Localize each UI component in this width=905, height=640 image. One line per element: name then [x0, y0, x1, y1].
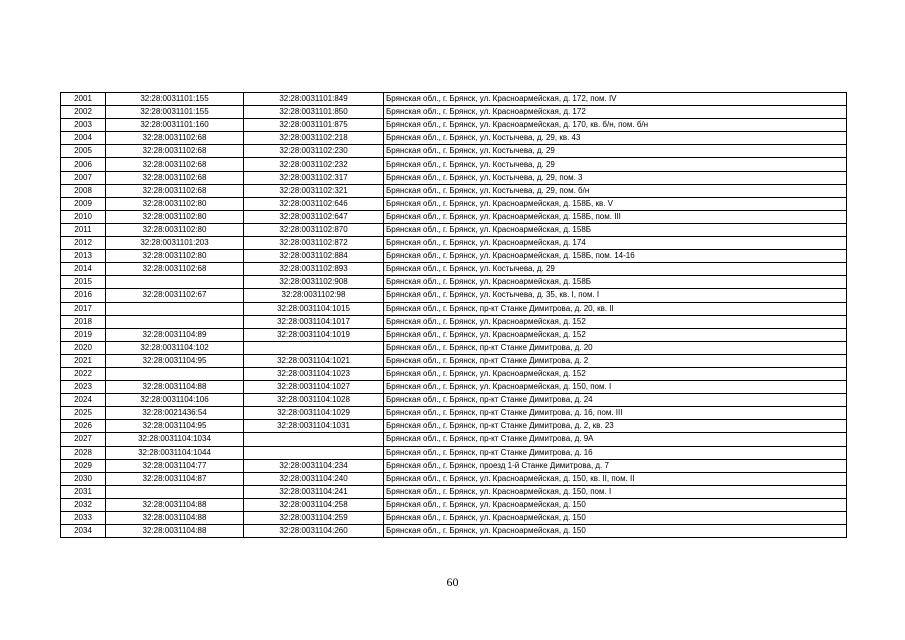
cadastral-number-cell: 32:28:0031104:1028: [244, 394, 384, 407]
parent-cadastral-cell: 32:28:0031104:95: [106, 420, 244, 433]
row-number-cell: 2015: [61, 276, 106, 289]
cadastral-number-cell: 32:28:0031104:259: [244, 512, 384, 525]
cadastral-number-cell: 32:28:0031102:893: [244, 263, 384, 276]
table-row: [61, 354, 847, 367]
table-row: [61, 498, 847, 511]
parent-cadastral-cell: 32:28:0031102:68: [106, 184, 244, 197]
cadastral-number-cell: 32:28:0031102:232: [244, 158, 384, 171]
cadastral-number-cell: 32:28:0031104:1023: [244, 367, 384, 380]
address-cell: Брянская обл., г. Брянск, ул. Красноармейская, д. 152: [384, 315, 847, 328]
parent-cadastral-cell: 32:28:0031101:203: [106, 237, 244, 250]
cadastral-number-cell: 32:28:0031104:1015: [244, 302, 384, 315]
address-cell: Брянская обл., г. Брянск, ул. Костычева, д. 35, кв. I, пом. I: [384, 289, 847, 302]
table-row: [61, 106, 847, 119]
address-cell: Брянская обл., г. Брянск, ул. Красноармейская, д. 152: [384, 367, 847, 380]
table-row: [61, 93, 847, 106]
row-number-cell: 2017: [61, 302, 106, 315]
address-cell: Брянская обл., г. Брянск, пр-кт Станке Димитрова, д. 16, пом. III: [384, 407, 847, 420]
parent-cadastral-cell: 32:28:0031104:1034: [106, 433, 244, 446]
parent-cadastral-cell: 32:28:0031102:80: [106, 197, 244, 210]
parent-cadastral-cell: 32:28:0031102:67: [106, 289, 244, 302]
parent-cadastral-cell: 32:28:0031104:77: [106, 459, 244, 472]
row-number-cell: 2030: [61, 472, 106, 485]
parent-cadastral-cell: 32:28:0031101:160: [106, 119, 244, 132]
registry-table: [60, 92, 847, 538]
parent-cadastral-cell: 32:28:0031101:155: [106, 106, 244, 119]
parent-cadastral-cell: 32:28:0031104:87: [106, 472, 244, 485]
parent-cadastral-cell: [106, 302, 244, 315]
table-row: [61, 381, 847, 394]
row-number-cell: 2024: [61, 394, 106, 407]
cadastral-number-cell: 32:28:0031104:1029: [244, 407, 384, 420]
row-number-cell: 2019: [61, 328, 106, 341]
row-number-cell: 2021: [61, 354, 106, 367]
table-row: [61, 237, 847, 250]
parent-cadastral-cell: [106, 276, 244, 289]
table-row: [61, 472, 847, 485]
row-number-cell: 2011: [61, 223, 106, 236]
table-row: [61, 289, 847, 302]
row-number-cell: 2007: [61, 171, 106, 184]
table-row: [61, 459, 847, 472]
table-row: [61, 223, 847, 236]
address-cell: Брянская обл., г. Брянск, пр-кт Станке Димитрова, д. 2, кв. 23: [384, 420, 847, 433]
table-row: [61, 263, 847, 276]
address-cell: Брянская обл., г. Брянск, проезд 1-й Станке Димитрова, д. 7: [384, 459, 847, 472]
cadastral-number-cell: 32:28:0031102:321: [244, 184, 384, 197]
parent-cadastral-cell: 32:28:0031104:102: [106, 341, 244, 354]
cadastral-number-cell: 32:28:0031102:647: [244, 210, 384, 223]
row-number-cell: 2018: [61, 315, 106, 328]
cadastral-number-cell: 32:28:0031102:908: [244, 276, 384, 289]
row-number-cell: 2005: [61, 145, 106, 158]
parent-cadastral-cell: 32:28:0031104:88: [106, 525, 244, 538]
table-row: [61, 328, 847, 341]
table-row: [61, 394, 847, 407]
row-number-cell: 2029: [61, 459, 106, 472]
table-row: [61, 341, 847, 354]
address-cell: Брянская обл., г. Брянск, ул. Костычева, д. 29, кв. 43: [384, 132, 847, 145]
page-number: 60: [446, 575, 459, 589]
address-cell: Брянская обл., г. Брянск, ул. Красноармейская, д. 150, пом. I: [384, 381, 847, 394]
row-number-cell: 2010: [61, 210, 106, 223]
row-number-cell: 2031: [61, 485, 106, 498]
parent-cadastral-cell: 32:28:0031102:68: [106, 132, 244, 145]
address-cell: Брянская обл., г. Брянск, пр-кт Станке Димитрова, д. 20: [384, 341, 847, 354]
address-cell: Брянская обл., г. Брянск, ул. Красноармейская, д. 158Б: [384, 276, 847, 289]
row-number-cell: 2003: [61, 119, 106, 132]
table-row: [61, 184, 847, 197]
row-number-cell: 2027: [61, 433, 106, 446]
row-number-cell: 2006: [61, 158, 106, 171]
row-number-cell: 2033: [61, 512, 106, 525]
table-row: [61, 171, 847, 184]
table-row: [61, 276, 847, 289]
parent-cadastral-cell: [106, 315, 244, 328]
address-cell: Брянская обл., г. Брянск, ул. Костычева, д. 29: [384, 263, 847, 276]
address-cell: Брянская обл., г. Брянск, ул. Красноармейская, д. 150: [384, 512, 847, 525]
row-number-cell: 2032: [61, 498, 106, 511]
cadastral-number-cell: 32:28:0031102:646: [244, 197, 384, 210]
address-cell: Брянская обл., г. Брянск, пр-кт Станке Димитрова, д. 16: [384, 446, 847, 459]
row-number-cell: 2013: [61, 250, 106, 263]
table-row: [61, 420, 847, 433]
cadastral-number-cell: 32:28:0031102:317: [244, 171, 384, 184]
address-cell: Брянская обл., г. Брянск, ул. Красноармейская, д. 150: [384, 525, 847, 538]
row-number-cell: 2022: [61, 367, 106, 380]
cadastral-number-cell: 32:28:0031101:849: [244, 93, 384, 106]
address-cell: Брянская обл., г. Брянск, ул. Красноармейская, д. 158Б: [384, 223, 847, 236]
address-cell: Брянская обл., г. Брянск, ул. Костычева, д. 29, пом. б/н: [384, 184, 847, 197]
row-number-cell: 2002: [61, 106, 106, 119]
table-row: [61, 315, 847, 328]
table-row: [61, 250, 847, 263]
row-number-cell: 2016: [61, 289, 106, 302]
address-cell: Брянская обл., г. Брянск, ул. Красноармейская, д. 150, кв. II, пом. II: [384, 472, 847, 485]
parent-cadastral-cell: 32:28:0031104:1044: [106, 446, 244, 459]
cadastral-number-cell: 32:28:0031102:218: [244, 132, 384, 145]
table-row: [61, 119, 847, 132]
cadastral-number-cell: [244, 341, 384, 354]
cadastral-number-cell: 32:28:0031104:241: [244, 485, 384, 498]
row-number-cell: 2014: [61, 263, 106, 276]
row-number-cell: 2008: [61, 184, 106, 197]
cadastral-number-cell: [244, 446, 384, 459]
parent-cadastral-cell: 32:28:0031104:89: [106, 328, 244, 341]
cadastral-number-cell: 32:28:0031101:850: [244, 106, 384, 119]
address-cell: Брянская обл., г. Брянск, ул. Костычева, д. 29, пом. 3: [384, 171, 847, 184]
table-row: [61, 367, 847, 380]
address-cell: Брянская обл., г. Брянск, пр-кт Станке Димитрова, д. 20, кв. II: [384, 302, 847, 315]
cadastral-number-cell: 32:28:0031104:258: [244, 498, 384, 511]
parent-cadastral-cell: 32:28:0031102:80: [106, 210, 244, 223]
table-row: [61, 433, 847, 446]
parent-cadastral-cell: 32:28:0031102:68: [106, 171, 244, 184]
table-row: [61, 210, 847, 223]
cadastral-number-cell: 32:28:0031104:1019: [244, 328, 384, 341]
address-cell: Брянская обл., г. Брянск, ул. Красноармейская, д. 158Б, пом. III: [384, 210, 847, 223]
cadastral-number-cell: 32:28:0031104:240: [244, 472, 384, 485]
table-row: [61, 525, 847, 538]
row-number-cell: 2009: [61, 197, 106, 210]
parent-cadastral-cell: [106, 367, 244, 380]
parent-cadastral-cell: 32:28:0031102:68: [106, 145, 244, 158]
table-row: [61, 446, 847, 459]
cadastral-number-cell: 32:28:0031104:1021: [244, 354, 384, 367]
parent-cadastral-cell: 32:28:0031101:155: [106, 93, 244, 106]
cadastral-number-cell: 32:28:0031104:1017: [244, 315, 384, 328]
cadastral-number-cell: 32:28:0031104:234: [244, 459, 384, 472]
address-cell: Брянская обл., г. Брянск, ул. Костычева, д. 29: [384, 145, 847, 158]
row-number-cell: 2028: [61, 446, 106, 459]
address-cell: Брянская обл., г. Брянск, ул. Красноармейская, д. 150: [384, 498, 847, 511]
row-number-cell: 2026: [61, 420, 106, 433]
cadastral-number-cell: 32:28:0031104:1031: [244, 420, 384, 433]
address-cell: Брянская обл., г. Брянск, пр-кт Станке Димитрова, д. 9А: [384, 433, 847, 446]
cadastral-number-cell: 32:28:0031102:230: [244, 145, 384, 158]
parent-cadastral-cell: 32:28:0031102:80: [106, 223, 244, 236]
table-row: [61, 302, 847, 315]
cadastral-number-cell: 32:28:0031104:260: [244, 525, 384, 538]
parent-cadastral-cell: 32:28:0021436:54: [106, 407, 244, 420]
parent-cadastral-cell: 32:28:0031104:88: [106, 381, 244, 394]
cadastral-number-cell: 32:28:0031102:872: [244, 237, 384, 250]
row-number-cell: 2004: [61, 132, 106, 145]
address-cell: Брянская обл., г. Брянск, ул. Красноармейская, д. 158Б, кв. V: [384, 197, 847, 210]
table-row: [61, 132, 847, 145]
row-number-cell: 2023: [61, 381, 106, 394]
parent-cadastral-cell: 32:28:0031102:80: [106, 250, 244, 263]
parent-cadastral-cell: 32:28:0031104:88: [106, 512, 244, 525]
table-row: [61, 197, 847, 210]
address-cell: Брянская обл., г. Брянск, ул. Костычева, д. 29: [384, 158, 847, 171]
row-number-cell: 2012: [61, 237, 106, 250]
table-row: [61, 407, 847, 420]
registry-table-body: [61, 93, 847, 538]
address-cell: Брянская обл., г. Брянск, пр-кт Станке Димитрова, д. 24: [384, 394, 847, 407]
address-cell: Брянская обл., г. Брянск, ул. Красноармейская, д. 158Б, пом. 14-16: [384, 250, 847, 263]
cadastral-number-cell: 32:28:0031104:1027: [244, 381, 384, 394]
address-cell: Брянская обл., г. Брянск, ул. Красноармейская, д. 172: [384, 106, 847, 119]
row-number-cell: 2034: [61, 525, 106, 538]
address-cell: Брянская обл., г. Брянск, пр-кт Станке Димитрова, д. 2: [384, 354, 847, 367]
address-cell: Брянская обл., г. Брянск, ул. Красноармейская, д. 150, пом. I: [384, 485, 847, 498]
table-row: [61, 145, 847, 158]
address-cell: Брянская обл., г. Брянск, ул. Красноармейская, д. 152: [384, 328, 847, 341]
parent-cadastral-cell: [106, 485, 244, 498]
table-row: [61, 512, 847, 525]
parent-cadastral-cell: 32:28:0031104:106: [106, 394, 244, 407]
address-cell: Брянская обл., г. Брянск, ул. Красноармейская, д. 172, пом. IV: [384, 93, 847, 106]
row-number-cell: 2001: [61, 93, 106, 106]
cadastral-number-cell: [244, 433, 384, 446]
parent-cadastral-cell: 32:28:0031102:68: [106, 263, 244, 276]
table-row: [61, 158, 847, 171]
cadastral-number-cell: 32:28:0031102:98: [244, 289, 384, 302]
parent-cadastral-cell: 32:28:0031102:68: [106, 158, 244, 171]
address-cell: Брянская обл., г. Брянск, ул. Красноармейская, д. 174: [384, 237, 847, 250]
cadastral-number-cell: 32:28:0031102:884: [244, 250, 384, 263]
cadastral-number-cell: 32:28:0031101:875: [244, 119, 384, 132]
cadastral-number-cell: 32:28:0031102:870: [244, 223, 384, 236]
address-cell: Брянская обл., г. Брянск, ул. Красноармейская, д. 170, кв. б/н, пом. б/н: [384, 119, 847, 132]
parent-cadastral-cell: 32:28:0031104:95: [106, 354, 244, 367]
table-row: [61, 485, 847, 498]
row-number-cell: 2025: [61, 407, 106, 420]
parent-cadastral-cell: 32:28:0031104:88: [106, 498, 244, 511]
row-number-cell: 2020: [61, 341, 106, 354]
